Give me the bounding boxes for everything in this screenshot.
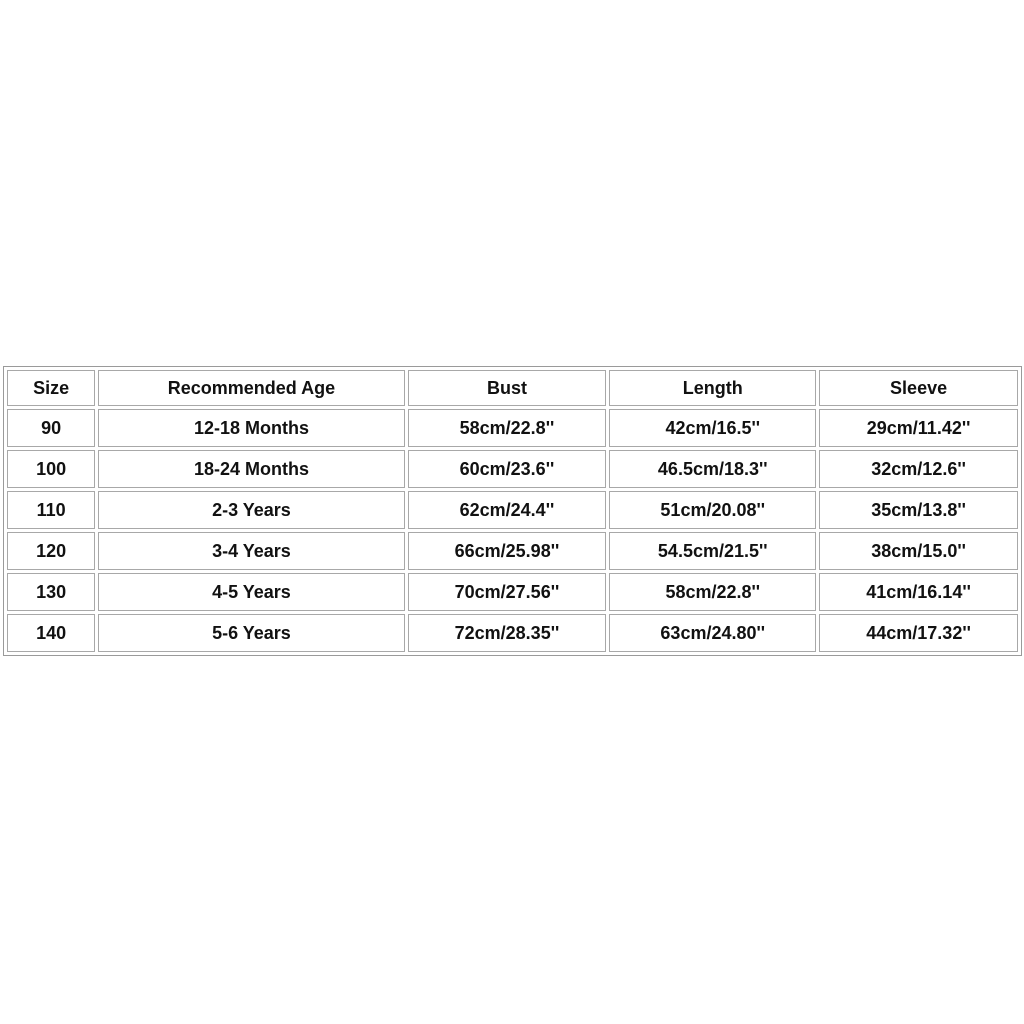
cell-length: 42cm/16.5'' [609,409,816,447]
table-row [7,573,1018,611]
cell-sleeve: 41cm/16.14'' [819,573,1018,611]
cell-sleeve: 29cm/11.42'' [819,409,1018,447]
table-row [7,532,1018,570]
size-chart-table [3,366,1022,656]
cell-recommended-age: 4-5 Years [98,573,404,611]
cell-recommended-age: 5-6 Years [98,614,404,652]
table-row [7,491,1018,529]
table-row [7,614,1018,652]
cell-recommended-age: 2-3 Years [98,491,404,529]
cell-recommended-age: 18-24 Months [98,450,404,488]
cell-size: 140 [7,614,95,652]
cell-bust: 58cm/22.8'' [408,409,607,447]
header-sleeve: Sleeve [819,370,1018,406]
cell-sleeve: 35cm/13.8'' [819,491,1018,529]
cell-sleeve: 38cm/15.0'' [819,532,1018,570]
cell-size: 120 [7,532,95,570]
header-length: Length [609,370,816,406]
header-row [7,370,1018,406]
cell-size: 130 [7,573,95,611]
cell-length: 46.5cm/18.3'' [609,450,816,488]
header-bust: Bust [408,370,607,406]
cell-bust: 70cm/27.56'' [408,573,607,611]
cell-length: 58cm/22.8'' [609,573,816,611]
cell-sleeve: 44cm/17.32'' [819,614,1018,652]
header-size: Size [7,370,95,406]
cell-bust: 72cm/28.35'' [408,614,607,652]
cell-length: 51cm/20.08'' [609,491,816,529]
cell-size: 110 [7,491,95,529]
table-row [7,409,1018,447]
cell-size: 90 [7,409,95,447]
cell-size: 100 [7,450,95,488]
cell-recommended-age: 12-18 Months [98,409,404,447]
cell-bust: 60cm/23.6'' [408,450,607,488]
cell-bust: 62cm/24.4'' [408,491,607,529]
cell-length: 54.5cm/21.5'' [609,532,816,570]
cell-bust: 66cm/25.98'' [408,532,607,570]
table-row [7,450,1018,488]
cell-recommended-age: 3-4 Years [98,532,404,570]
header-recommended-age: Recommended Age [98,370,404,406]
cell-sleeve: 32cm/12.6'' [819,450,1018,488]
cell-length: 63cm/24.80'' [609,614,816,652]
